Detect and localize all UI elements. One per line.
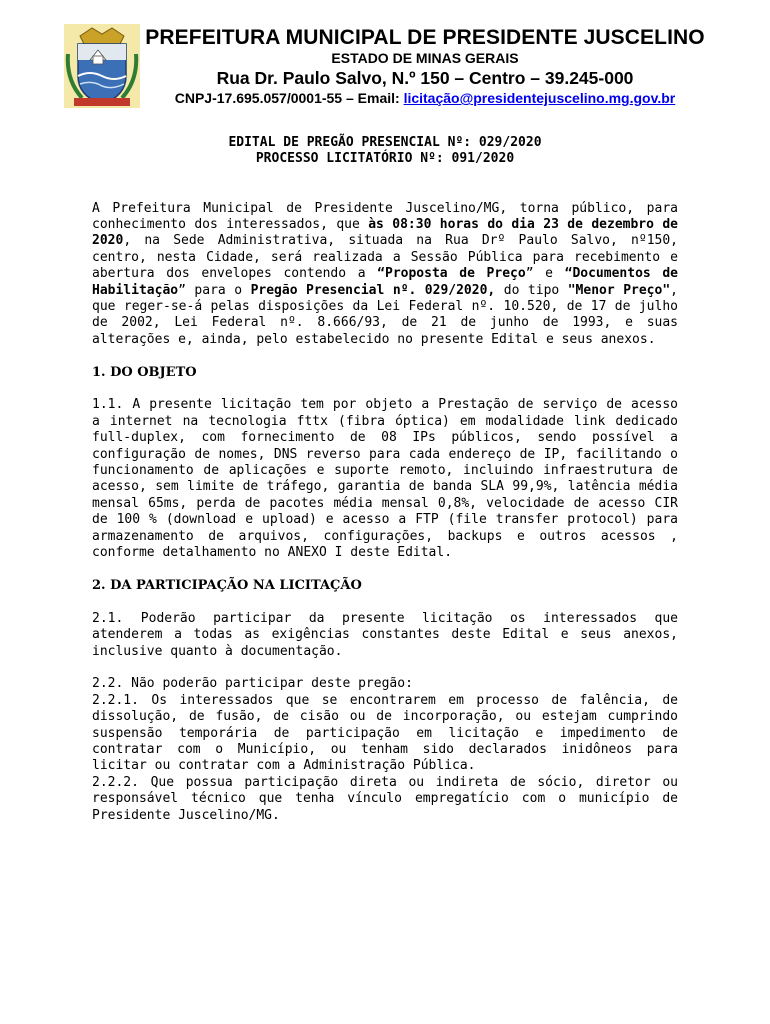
intro-text: ” para o: [178, 282, 251, 298]
clause-1-1: 1.1. A presente licitação tem por objeto a Prestação de serviço de acesso a internet na tecnologia fttx (fibra óptica) em modalidade link dedicado full-duplex, com fornecimento de 08 IPs públicos, sendo possível a configuração de nomes, DNS reverso para cada endereço de IP, facilitando o funcionamento de aplicações e suporte remoto, incluindo infraestrutura de acesso, sem limite de tráfego, garantia de banda SLA 99,9%, latência média mensal 65ms, perda de pacotes média mensal 0,8%, velocidade de acesso CIR de 100 % (download e upload) e acesso a FTP (file transfer protocol) para armazenamento de arquivos, configurações, backups e outros acessos , conforme detalhamento no ANEXO I deste Edital.: [92, 397, 678, 561]
intro-text: , na Sede Administrativa, situada na Rua Drº Paulo Salvo, nº150, centro, nesta Cidade, será realizada a Sessão Pública para recebimento e abertura dos envelopes contendo a: [92, 233, 678, 282]
document-body: [92, 135, 678, 824]
intro-text: A Prefeitura Municipal de Presidente Juscelino/MG, torna público, para conhecimento dos interessados, que: [92, 200, 678, 233]
municipal-coat-of-arms-icon: [64, 24, 140, 108]
clause-2-2-1: 2.2.1. Os interessados que se encontrarem em processo de falência, de dissolução, de fusão, de cisão ou de incorporação, ou estejam cumprindo suspensão temporária de participação em licitação e impedimento de contratar com o Município, ou tenham sido declarados inidôneos para licitar ou contratar com a Administração Pública.: [92, 692, 678, 774]
intro-tipo: "Menor Preço": [567, 282, 671, 298]
intro-habilitacao: “Documentos de Habilitação: [92, 266, 679, 298]
intro-pregao: Pregão Presencial nº. 029/2020,: [250, 282, 496, 298]
edital-title: EDITAL DE PREGÃO PRESENCIAL Nº: 029/2020: [228, 135, 542, 150]
email-link[interactable]: licitação@presidentejuscelino.mg.gov.br: [403, 90, 676, 106]
clause-2-2: 2.2. Não poderão participar deste pregão:: [92, 676, 413, 692]
intro-text: ” e: [525, 266, 565, 282]
state-name: ESTADO DE MINAS GERAIS: [331, 50, 519, 66]
cnpj-email-line: [140, 89, 710, 107]
cnpj-text: CNPJ-17.695.057/0001-55 – Email:: [174, 90, 404, 106]
letterhead: [0, 18, 770, 108]
clause-2-1: 2.1. Poderão participar da presente licitação os interessados que atenderem a todas as exigências constantes deste Edital e seus anexos, inclusive quanto à documentação.: [92, 610, 678, 659]
section-1-heading: 1. DO OBJETO: [92, 364, 197, 380]
processo-title: PROCESSO LICITATÓRIO Nº: 091/2020: [255, 151, 515, 167]
letterhead-text: [140, 26, 710, 107]
intro-text: do tipo: [495, 282, 568, 298]
clause-2-2-2: 2.2.2. Que possua participação direta ou indireta de sócio, diretor ou responsável técnico que tenha vínculo empregatício com o município de Presidente Juscelino/MG.: [92, 774, 678, 823]
intro-text: , que reger-se-á pelas disposições da Lei Federal nº. 10.520, de 17 de julho de 2002, Lei Federal nº. 8.666/93, de 21 de junho de 1993, e suas alterações e, ainda, pelo estabelecido no presente Edital e seus anexos.: [92, 282, 678, 347]
intro-datetime: às 08:30 horas do dia 23 de dezembro de 2020: [92, 217, 679, 249]
address-line: Rua Dr. Paulo Salvo, N.º 150 – Centro – 39.245-000: [216, 68, 634, 88]
intro-proposta: “Proposta de Preço: [377, 266, 526, 282]
municipality-title: PREFEITURA MUNICIPAL DE PRESIDENTE JUSCELINO: [145, 26, 705, 49]
intro-paragraph: [92, 201, 678, 349]
section-2-heading: 2. DA PARTICIPAÇÃO NA LICITAÇÃO: [92, 577, 362, 593]
